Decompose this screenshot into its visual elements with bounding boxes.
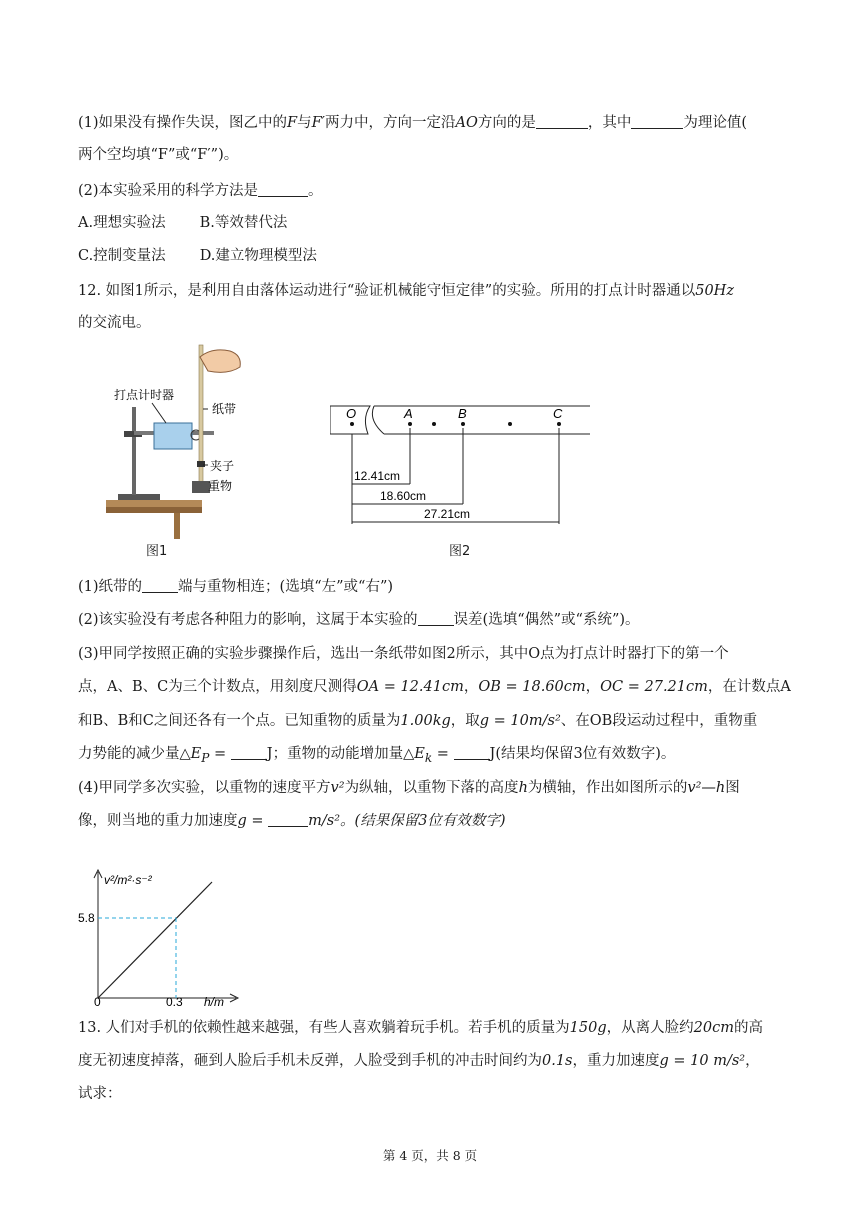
- q12-intro-line2: 的交流电。: [78, 315, 151, 331]
- q12-part3-line2: 点，A、B、C为三个计数点，用刻度尺测得OA = 12.41cm，OB = 18.60cm，OC = 27.21cm，在计数点A: [78, 679, 791, 695]
- point-B: B: [458, 406, 467, 421]
- label-tape: 纸带: [212, 402, 237, 416]
- point-A: A: [404, 406, 413, 421]
- q13-line3: 试求：: [78, 1086, 122, 1102]
- q12-part1: (1)纸带的 端与重物相连；(选填“左”或“右”): [78, 579, 394, 595]
- graph-y-tick: 5.8: [78, 911, 95, 925]
- q12-part3-line4: 力势能的减少量$\triangle E_P = J$；重物的动能增加量$\triangle E_k = J$(结果均保留3位有效数字)。: [78, 746, 676, 765]
- label-weight: 重物: [208, 479, 233, 493]
- figure-2-caption: 图2: [449, 544, 471, 559]
- q12-part3-line3: 和B、B和C之间还各有一个点。已知重物的质量为1.00kg，取g = 10m/s²、在OB段运动过程中，重物重: [78, 713, 758, 729]
- graph-ylabel: v²/m²·s⁻²: [104, 873, 152, 887]
- q11-line1: (1)如果没有操作失误，图乙中的F与F′两力中，方向一定沿AO方向的是 ，其中 为理论值(: [78, 115, 747, 131]
- distance-OB: 18.60cm: [380, 489, 427, 503]
- graph-xlabel: h/m: [204, 995, 225, 1006]
- graph-x-tick: 0.3: [166, 995, 183, 1006]
- figure-1-apparatus: [104, 343, 244, 543]
- q12-part4-line2: 像，则当地的重力加速度g = m/s²。(结果保留3位有效数字): [78, 813, 506, 829]
- distance-OC: 27.21cm: [424, 507, 471, 521]
- q12-part4-line1: (4)甲同学多次实验，以重物的速度平方v²为纵轴，以重物下落的高度h为横轴，作出如图所示的v²—h图: [78, 780, 740, 796]
- q12-part2: (2)该实验没有考虑各种阻力的影响，这属于本实验的 误差(选填“偶然”或“系统”)。: [78, 612, 640, 628]
- q13-line1: 13. 人们对手机的依赖性越来越强，有些人喜欢躺着玩手机。若手机的质量为150g，从离人脸约20cm的高: [78, 1020, 763, 1036]
- point-C: C: [553, 406, 563, 421]
- q11-options-2: C.控制变量法 D.建立物理模型法: [78, 248, 317, 264]
- q13-line2: 度无初速度掉落，砸到人脸后手机未反弹，人脸受到手机的冲击时间约为0.1s，重力加速度g = 10 m/s²，: [78, 1053, 760, 1069]
- v2-h-graph: [78, 868, 248, 1006]
- q12-part3-line1: (3)甲同学按照正确的实验步骤操作后，选出一条纸带如图2所示，其中O点为打点计时器打下的第一个: [78, 646, 729, 662]
- label-timer: 打点计时器: [114, 388, 175, 402]
- point-O: O: [346, 406, 357, 421]
- distance-OA: 12.41cm: [354, 469, 401, 483]
- label-clip: 夹子: [210, 459, 235, 473]
- q11-line2: 两个空均填“F”或“F′”)。: [78, 147, 239, 163]
- figure-2-tape: [330, 400, 592, 528]
- page-footer: 第 4 页，共 8 页: [382, 1148, 478, 1163]
- q11-part2: (2)本实验采用的科学方法是 。: [78, 183, 323, 199]
- q12-intro-line1: 12. 如图1所示，是利用自由落体运动进行“验证机械能守恒定律”的实验。所用的打点计时器通以50Hz: [78, 283, 734, 299]
- q11-options-1: A.理想实验法 B.等效替代法: [78, 215, 288, 231]
- graph-origin: 0: [94, 995, 101, 1006]
- figure-1-caption: 图1: [146, 544, 168, 559]
